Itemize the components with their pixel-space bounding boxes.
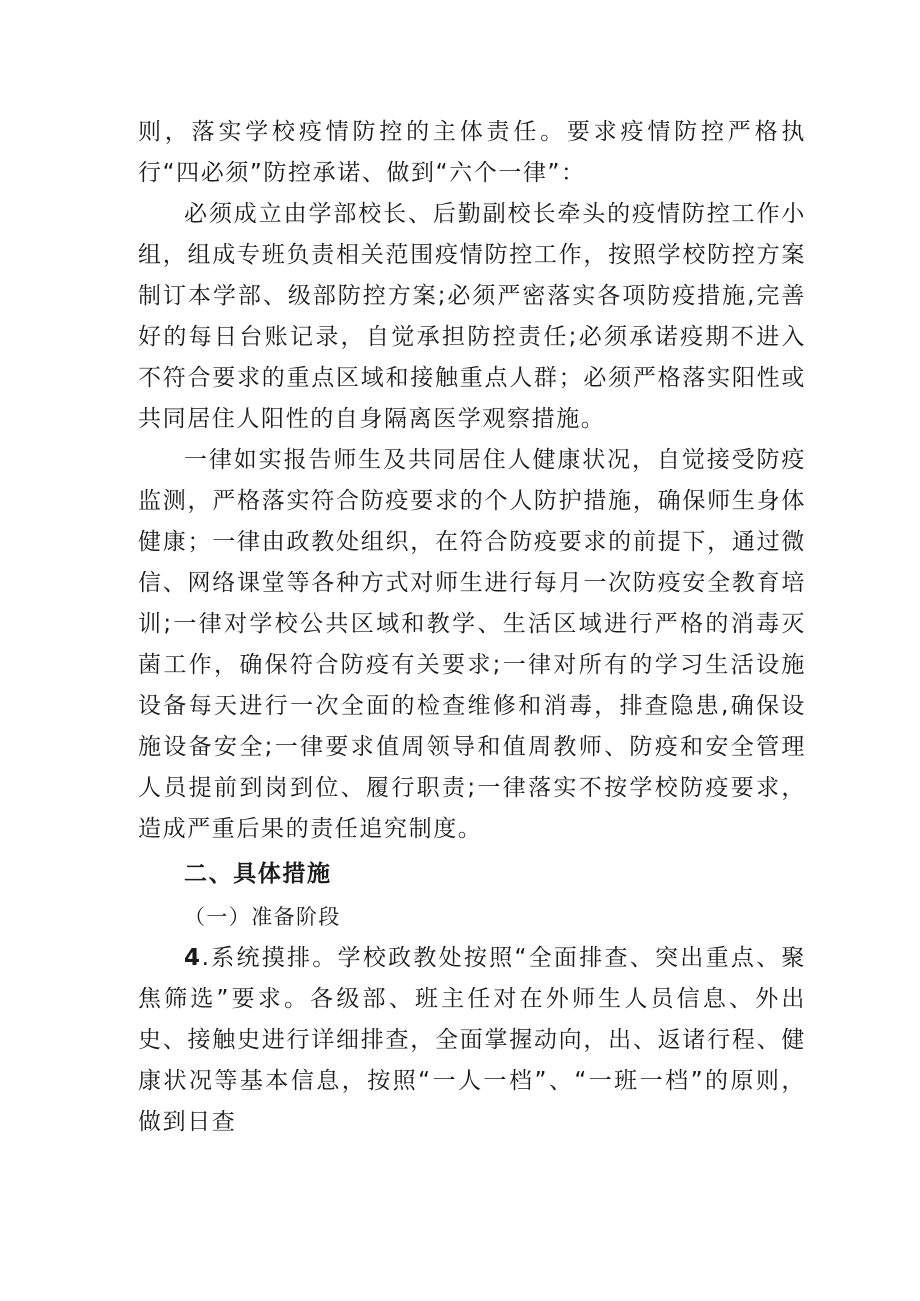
- document-body: [138, 112, 806, 1143]
- paragraph-item-4: [138, 938, 806, 1143]
- item-number: 4: [184, 945, 202, 971]
- section-heading: 二、具体措施: [184, 861, 332, 887]
- paragraph-six-rules: 一律如实报告师生及共同居住人健康状况，自觉接受防疫监测，严格落实符合防疫要求的个人防护措施，确保师生身体健康；一律由政教处组织，在符合防疫要求的前提下，通过微信、网络课堂等各种方式对师生进行每月一次防疫安全教育培训;一律对学校公共区域和教学、生活区域进行严格的消毒灭菌工作，确保符合防疫有关要求;一律对所有的学习生活设施设备每天进行一次全面的检查维修和消毒，排查隐患,确保设施设备安全;一律要求值周领导和值周教师、防疫和安全管理人员提前到岗到位、履行职责;一律落实不按学校防疫要求，造成严重后果的责任追究制度。: [138, 447, 806, 842]
- paragraph-four-musts: 必须成立由学部校长、后勤副校长牵头的疫情防控工作小组，组成专班负责相关范围疫情防控工作，按照学校防控方案制订本学部、级部防控方案;必须严密落实各项防疫措施,完善好的每日台账记录，自觉承担防控责任;必须承诺疫期不进入不符合要求的重点区域和接触重点人群；必须严格落实阳性或共同居住人阳性的自身隔离医学观察措施。: [138, 201, 806, 432]
- subsection-heading: （一）准备阶段: [184, 905, 341, 929]
- item-text: .系统摸排。学校政教处按照“全面排查、突出重点、聚焦筛选”要求。各级部、班主任对在外师生人员信息、外出史、接触史进行详细排查，全面掌握动向，出、返诸行程、健康状况等基本信息，按照“一人一档”、“一班一档”的原则，做到日查: [138, 945, 806, 1135]
- paragraph-continuation: 则，落实学校疫情防控的主体责任。要求疫情防控严格执行“四必须”防控承诺、做到“六个一律”：: [138, 119, 806, 186]
